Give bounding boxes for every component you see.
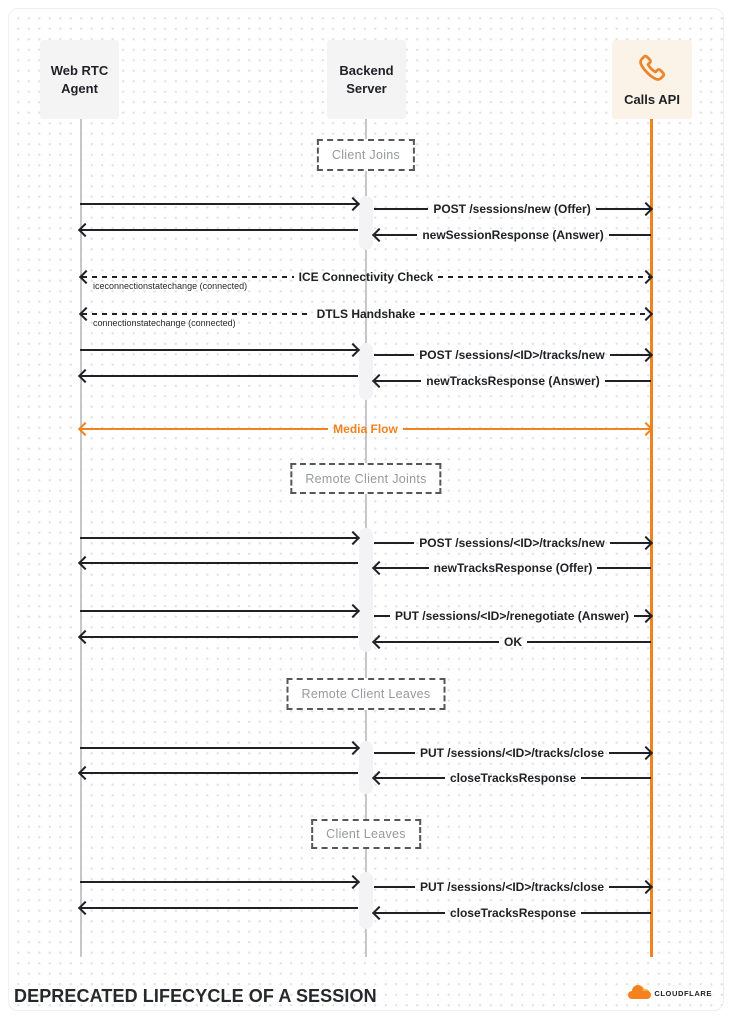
message-arrow-labeled: [374, 879, 651, 895]
message-arrow-labeled: [374, 745, 651, 761]
actor-webrtc-agent: [40, 40, 119, 119]
arrow-shaft: [374, 208, 428, 211]
message-arrow-left-segment: [80, 740, 358, 756]
arrowhead-left-icon: [78, 556, 92, 570]
actor-backend-server: [327, 40, 406, 119]
arrowhead-left-icon: [372, 374, 386, 388]
phase-label-box: [287, 678, 446, 710]
arrowhead-right-icon: [639, 270, 653, 284]
actor-label: Web RTC Agent: [50, 62, 109, 96]
arrow-shaft: [80, 610, 357, 613]
arrowhead-left-icon: [372, 561, 386, 575]
arrow-shaft: [581, 777, 651, 780]
message-arrow-left-segment: [80, 222, 358, 238]
cloudflare-brand: [628, 987, 712, 999]
diagram-title: DEPRECATED LIFECYCLE OF A SESSION: [14, 986, 377, 1006]
arrow-shaft: [81, 636, 358, 639]
arrowhead-right-icon: [346, 531, 360, 545]
arrowhead-right-icon: [639, 348, 653, 362]
brand-label: CLOUDFLARE: [654, 988, 712, 998]
arrowhead-left-icon: [78, 223, 92, 237]
message-label: DTLS Handshake: [316, 307, 416, 321]
actor-calls-api: [612, 40, 692, 119]
actor-label: Backend Server: [339, 62, 394, 96]
arrowhead-right-icon: [346, 343, 360, 357]
arrow-shaft: [81, 907, 358, 910]
phase-label-box: [317, 139, 415, 171]
arrow-shaft: [438, 276, 650, 279]
message-label: PUT /sessions/<ID>/renegotiate (Answer): [394, 609, 630, 623]
arrowhead-left-icon: [78, 766, 92, 780]
arrow-shaft: [375, 641, 499, 644]
actor-label: Calls API: [624, 92, 680, 108]
arrowhead-left-icon: [78, 630, 92, 644]
message-label: PUT /sessions/<ID>/tracks/close: [419, 880, 605, 894]
arrow-shaft: [81, 229, 358, 232]
arrow-shaft: [374, 615, 390, 618]
message-arrow-left-segment: [80, 765, 358, 781]
arrowhead-right-icon: [639, 536, 653, 550]
message-arrow-left-segment: [80, 342, 358, 358]
arrow-shaft: [597, 567, 651, 570]
arrowhead-left-icon: [78, 369, 92, 383]
activation-bar: [359, 528, 373, 652]
arrowhead-left-icon: [372, 771, 386, 785]
message-arrow-labeled: [374, 227, 651, 243]
activation-bar: [359, 872, 373, 929]
message-label: newTracksResponse (Answer): [426, 374, 600, 388]
arrow-shaft: [374, 752, 415, 755]
arrow-shaft: [609, 234, 651, 237]
arrow-shaft: [80, 747, 357, 750]
message-arrow-left-segment: [80, 874, 358, 890]
phase-label-box: [290, 463, 441, 494]
phase-label-box: [311, 819, 421, 849]
phase-label: Client Joins: [331, 148, 401, 162]
arrowhead-right-icon: [639, 307, 653, 321]
message-label: POST /sessions/new (Offer): [433, 202, 591, 216]
event-note: connectionstatechange (connected): [93, 318, 236, 328]
arrowhead-right-icon: [639, 880, 653, 894]
activation-bar: [359, 741, 373, 794]
activation-bar: [359, 343, 373, 400]
arrowhead-right-icon: [346, 604, 360, 618]
message-arrow-labeled: [374, 347, 651, 363]
phone-icon: [636, 52, 668, 84]
message-arrow-labeled: [374, 535, 651, 551]
activation-bar: [359, 196, 373, 250]
arrow-shaft: [374, 542, 414, 545]
arrow-shaft: [581, 912, 651, 915]
arrow-shaft: [81, 772, 358, 775]
message-label: newTracksResponse (Offer): [433, 561, 593, 575]
cloudflare-cloud-icon: [628, 991, 651, 999]
arrow-shaft: [605, 380, 651, 383]
arrowhead-left-icon: [78, 901, 92, 915]
phase-label: Remote Client Leaves: [301, 687, 431, 701]
arrow-shaft: [420, 313, 650, 316]
arrowhead-left-icon: [79, 270, 93, 284]
arrowhead-right-icon: [639, 422, 653, 436]
arrowhead-left-icon: [372, 906, 386, 920]
arrow-shaft: [81, 562, 358, 565]
arrowhead-left-icon: [78, 422, 92, 436]
message-arrow-left-segment: [80, 368, 358, 384]
arrowhead-right-icon: [639, 609, 653, 623]
arrowhead-right-icon: [639, 746, 653, 760]
message-arrow-labeled: [374, 201, 651, 217]
message-arrow-labeled: [374, 560, 651, 576]
arrowhead-right-icon: [639, 202, 653, 216]
message-arrow-left-segment: [80, 196, 358, 212]
message-arrow-labeled: [374, 770, 651, 786]
message-label: Media Flow: [333, 422, 398, 436]
message-arrow-left-segment: [80, 900, 358, 916]
message-arrow-left-segment: [80, 629, 358, 645]
arrow-shaft: [374, 354, 414, 357]
message-label: ICE Connectivity Check: [298, 270, 434, 284]
message-label: OK: [504, 635, 522, 649]
media-flow-arrow: [80, 421, 651, 437]
arrow-shaft: [527, 641, 651, 644]
message-arrow-labeled: [374, 905, 651, 921]
arrow-shaft: [80, 349, 357, 352]
arrow-shaft: [80, 537, 357, 540]
arrow-shaft: [82, 313, 312, 316]
arrowhead-right-icon: [346, 741, 360, 755]
arrow-shaft: [80, 203, 357, 206]
message-label: newSessionResponse (Answer): [422, 228, 604, 242]
message-label: POST /sessions/<ID>/tracks/new: [419, 536, 605, 550]
arrowhead-right-icon: [346, 197, 360, 211]
arrow-shaft: [374, 886, 415, 889]
message-label: closeTracksResponse: [449, 771, 577, 785]
arrow-shaft: [82, 276, 294, 279]
arrowhead-left-icon: [372, 228, 386, 242]
phase-label: Client Leaves: [326, 827, 406, 841]
message-label: PUT /sessions/<ID>/tracks/close: [419, 746, 605, 760]
arrow-shaft: [81, 375, 358, 378]
arrowhead-left-icon: [79, 307, 93, 321]
message-arrow-labeled: [374, 608, 651, 624]
arrowhead-right-icon: [346, 875, 360, 889]
message-label: POST /sessions/<ID>/tracks/new: [419, 348, 605, 362]
arrow-shaft: [81, 428, 328, 431]
arrow-shaft: [80, 881, 357, 884]
message-arrow-labeled: [374, 634, 651, 650]
message-arrow-left-segment: [80, 555, 358, 571]
message-arrow-labeled: [374, 373, 651, 389]
phase-label: Remote Client Joints: [305, 471, 427, 486]
message-arrow-left-segment: [80, 530, 358, 546]
arrow-shaft: [403, 428, 650, 431]
message-label: closeTracksResponse: [449, 906, 577, 920]
arrowhead-left-icon: [372, 635, 386, 649]
event-note: iceconnectionstatechange (connected): [93, 281, 248, 291]
message-arrow-left-segment: [80, 603, 358, 619]
